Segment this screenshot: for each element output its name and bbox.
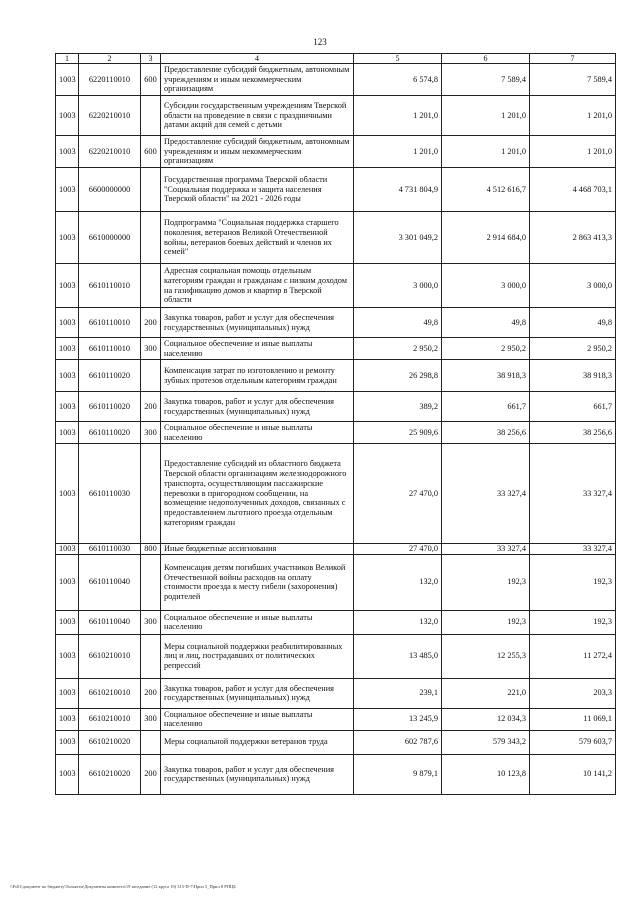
- amount-year-2-cell: 1 201,0: [442, 136, 530, 168]
- amount-year-2-cell: 192,3: [442, 610, 530, 634]
- target-article-cell: 6610110010: [79, 264, 141, 308]
- section-code-cell: 1003: [56, 444, 79, 544]
- amount-year-1-cell: 6 574,8: [354, 64, 442, 96]
- amount-year-3-cell: 10 141,2: [530, 754, 616, 794]
- amount-year-3-cell: 203,3: [530, 678, 616, 708]
- expense-type-cell: 300: [141, 610, 161, 634]
- section-code-cell: 1003: [56, 64, 79, 96]
- amount-year-3-cell: 38 918,3: [530, 360, 616, 392]
- amount-year-1-cell: 2 950,2: [354, 338, 442, 360]
- target-article-cell: 6610110020: [79, 422, 141, 444]
- column-header-4: 4: [161, 54, 354, 64]
- amount-year-3-cell: 1 201,0: [530, 96, 616, 136]
- amount-year-1-cell: 239,1: [354, 678, 442, 708]
- expense-type-cell: 200: [141, 754, 161, 794]
- target-article-cell: 6610110010: [79, 338, 141, 360]
- target-article-cell: 6220210010: [79, 136, 141, 168]
- description-cell: Меры социальной поддержки реабилитированных лиц и лиц, пострадавших от политических репрессий: [161, 634, 354, 678]
- expense-type-cell: [141, 96, 161, 136]
- table-row: [56, 730, 616, 754]
- amount-year-1-cell: 1 201,0: [354, 96, 442, 136]
- amount-year-2-cell: 12 255,3: [442, 634, 530, 678]
- target-article-cell: 6220210010: [79, 96, 141, 136]
- table-row: [56, 444, 616, 544]
- table-header-row: [56, 54, 616, 64]
- amount-year-3-cell: 2 950,2: [530, 338, 616, 360]
- table-row: [56, 264, 616, 308]
- table-row: [56, 634, 616, 678]
- expense-type-cell: [141, 444, 161, 544]
- amount-year-2-cell: 192,3: [442, 554, 530, 610]
- expense-type-cell: 200: [141, 392, 161, 422]
- amount-year-1-cell: 3 301 049,2: [354, 212, 442, 264]
- amount-year-3-cell: 7 589,4: [530, 64, 616, 96]
- section-code-cell: 1003: [56, 392, 79, 422]
- table-row: [56, 544, 616, 555]
- section-code-cell: 1003: [56, 168, 79, 212]
- amount-year-3-cell: 579 603,7: [530, 730, 616, 754]
- target-article-cell: 6610210010: [79, 634, 141, 678]
- description-cell: Социальное обеспечение и иные выплаты населению: [161, 422, 354, 444]
- target-article-cell: 6610110030: [79, 444, 141, 544]
- amount-year-3-cell: 4 468 703,1: [530, 168, 616, 212]
- description-cell: Субсидии государственным учреждениям Тверской области на проведение в связи с праздничными датами акций для семей с детьми: [161, 96, 354, 136]
- column-header-6: 6: [442, 54, 530, 64]
- description-cell: Компенсация затрат по изготовлению и ремонту зубных протезов отдельным категориям граждан: [161, 360, 354, 392]
- description-cell: Предоставление субсидий бюджетным, автономным учреждениям и иным некоммерческим организациям: [161, 64, 354, 96]
- target-article-cell: 6610110040: [79, 554, 141, 610]
- table-row: [56, 64, 616, 96]
- section-code-cell: 1003: [56, 634, 79, 678]
- table-row: [56, 360, 616, 392]
- description-cell: Закупка товаров, работ и услуг для обеспечения государственных (муниципальных) нужд: [161, 678, 354, 708]
- table-row: [56, 96, 616, 136]
- amount-year-2-cell: 3 000,0: [442, 264, 530, 308]
- table-row: [56, 212, 616, 264]
- expense-type-cell: 800: [141, 544, 161, 555]
- amount-year-2-cell: 10 123,8: [442, 754, 530, 794]
- amount-year-2-cell: 2 914 684,0: [442, 212, 530, 264]
- page-number: 123: [313, 37, 327, 47]
- description-cell: Адресная социальная помощь отдельным категориям граждан и гражданам с низким доходом на газификацию домов и квартир в Тверской области: [161, 264, 354, 308]
- amount-year-2-cell: 661,7: [442, 392, 530, 422]
- table-row: [56, 754, 616, 794]
- amount-year-2-cell: 38 918,3: [442, 360, 530, 392]
- amount-year-3-cell: 49,8: [530, 308, 616, 338]
- target-article-cell: 6220110010: [79, 64, 141, 96]
- target-article-cell: 6610110040: [79, 610, 141, 634]
- table-body: [56, 64, 616, 795]
- description-cell: Социальное обеспечение и иные выплаты населению: [161, 708, 354, 730]
- column-header-1: 1: [56, 54, 79, 64]
- table-row: [56, 678, 616, 708]
- amount-year-1-cell: 27 470,0: [354, 444, 442, 544]
- table-row: [56, 708, 616, 730]
- section-code-cell: 1003: [56, 544, 79, 555]
- table-row: [56, 392, 616, 422]
- amount-year-2-cell: 221,0: [442, 678, 530, 708]
- table-row: [56, 136, 616, 168]
- footer-path: \\Fs01\документ по бюджету\Тольятти\Документы комитета\19 заседание (12 круга 19) 315-П-7\Прил 5_Прил 8 РПЦБ: [10, 884, 236, 889]
- table-row: [56, 338, 616, 360]
- amount-year-1-cell: 27 470,0: [354, 544, 442, 555]
- amount-year-2-cell: 1 201,0: [442, 96, 530, 136]
- column-header-7: 7: [530, 54, 616, 64]
- amount-year-2-cell: 2 950,2: [442, 338, 530, 360]
- expense-type-cell: [141, 360, 161, 392]
- expense-type-cell: [141, 168, 161, 212]
- amount-year-2-cell: 33 327,4: [442, 544, 530, 555]
- description-cell: Закупка товаров, работ и услуг для обеспечения государственных (муниципальных) нужд: [161, 308, 354, 338]
- section-code-cell: 1003: [56, 422, 79, 444]
- amount-year-3-cell: 11 069,1: [530, 708, 616, 730]
- section-code-cell: 1003: [56, 610, 79, 634]
- section-code-cell: 1003: [56, 708, 79, 730]
- target-article-cell: 6610110020: [79, 392, 141, 422]
- amount-year-1-cell: 13 485,0: [354, 634, 442, 678]
- section-code-cell: 1003: [56, 338, 79, 360]
- description-cell: Подпрограмма "Социальная поддержка старшего поколения, ветеранов Великой Отечественной войны, ветеранов боевых действий и членов их семей": [161, 212, 354, 264]
- amount-year-3-cell: 38 256,6: [530, 422, 616, 444]
- amount-year-3-cell: 1 201,0: [530, 136, 616, 168]
- amount-year-3-cell: 2 863 413,3: [530, 212, 616, 264]
- description-cell: Закупка товаров, работ и услуг для обеспечения государственных (муниципальных) нужд: [161, 392, 354, 422]
- amount-year-3-cell: 192,3: [530, 554, 616, 610]
- expense-type-cell: 600: [141, 136, 161, 168]
- amount-year-1-cell: 26 298,8: [354, 360, 442, 392]
- budget-table: [55, 53, 616, 795]
- description-cell: Предоставление субсидий из областного бюджета Тверской области организациям железнодорожного транспорта, осуществляющим пассажирские перевозки в пригородном сообщении, на возмещение недополученных доходов, связанных с предоставлением льготного проезда отдельным категориям граждан: [161, 444, 354, 544]
- amount-year-1-cell: 25 909,6: [354, 422, 442, 444]
- target-article-cell: 6610110030: [79, 544, 141, 555]
- amount-year-3-cell: 192,3: [530, 610, 616, 634]
- amount-year-1-cell: 389,2: [354, 392, 442, 422]
- amount-year-2-cell: 12 034,3: [442, 708, 530, 730]
- target-article-cell: 6610110020: [79, 360, 141, 392]
- target-article-cell: 6610210020: [79, 754, 141, 794]
- amount-year-2-cell: 38 256,6: [442, 422, 530, 444]
- amount-year-3-cell: 33 327,4: [530, 544, 616, 555]
- table-row: [56, 168, 616, 212]
- expense-type-cell: 300: [141, 422, 161, 444]
- amount-year-3-cell: 661,7: [530, 392, 616, 422]
- amount-year-1-cell: 3 000,0: [354, 264, 442, 308]
- amount-year-3-cell: 33 327,4: [530, 444, 616, 544]
- target-article-cell: 6610000000: [79, 212, 141, 264]
- description-cell: Государственная программа Тверской области "Социальная поддержка и защита населения Тверской области" на 2021 - 2026 годы: [161, 168, 354, 212]
- description-cell: Компенсация детям погибших участников Великой Отечественной войны расходов на оплату стоимости проезда к месту гибели (захоронения) родителей: [161, 554, 354, 610]
- description-cell: Предоставление субсидий бюджетным, автономным учреждениям и иным некоммерческим организациям: [161, 136, 354, 168]
- expense-type-cell: 200: [141, 678, 161, 708]
- amount-year-2-cell: 33 327,4: [442, 444, 530, 544]
- expense-type-cell: [141, 264, 161, 308]
- amount-year-1-cell: 13 245,9: [354, 708, 442, 730]
- section-code-cell: 1003: [56, 754, 79, 794]
- table-row: [56, 610, 616, 634]
- section-code-cell: 1003: [56, 212, 79, 264]
- target-article-cell: 6610210020: [79, 730, 141, 754]
- table-row: [56, 308, 616, 338]
- target-article-cell: 6610210010: [79, 678, 141, 708]
- amount-year-1-cell: 1 201,0: [354, 136, 442, 168]
- amount-year-1-cell: 4 731 804,9: [354, 168, 442, 212]
- expense-type-cell: 200: [141, 308, 161, 338]
- section-code-cell: 1003: [56, 136, 79, 168]
- description-cell: Закупка товаров, работ и услуг для обеспечения государственных (муниципальных) нужд: [161, 754, 354, 794]
- amount-year-3-cell: 11 272,4: [530, 634, 616, 678]
- column-header-2: 2: [79, 54, 141, 64]
- target-article-cell: 6610210010: [79, 708, 141, 730]
- section-code-cell: 1003: [56, 678, 79, 708]
- column-header-5: 5: [354, 54, 442, 64]
- amount-year-1-cell: 9 879,1: [354, 754, 442, 794]
- amount-year-1-cell: 49,8: [354, 308, 442, 338]
- section-code-cell: 1003: [56, 360, 79, 392]
- target-article-cell: 6610110010: [79, 308, 141, 338]
- amount-year-1-cell: 132,0: [354, 610, 442, 634]
- expense-type-cell: 300: [141, 338, 161, 360]
- amount-year-1-cell: 132,0: [354, 554, 442, 610]
- description-cell: Иные бюджетные ассигнования: [161, 544, 354, 555]
- description-cell: Социальное обеспечение и иные выплаты населению: [161, 610, 354, 634]
- expense-type-cell: [141, 212, 161, 264]
- table-row: [56, 554, 616, 610]
- column-header-3: 3: [141, 54, 161, 64]
- description-cell: Социальное обеспечение и иные выплаты населению: [161, 338, 354, 360]
- section-code-cell: 1003: [56, 308, 79, 338]
- section-code-cell: 1003: [56, 554, 79, 610]
- table-row: [56, 422, 616, 444]
- expense-type-cell: [141, 730, 161, 754]
- expense-type-cell: 600: [141, 64, 161, 96]
- amount-year-2-cell: 4 512 616,7: [442, 168, 530, 212]
- amount-year-2-cell: 579 343,2: [442, 730, 530, 754]
- description-cell: Меры социальной поддержки ветеранов труда: [161, 730, 354, 754]
- target-article-cell: 6600000000: [79, 168, 141, 212]
- expense-type-cell: 300: [141, 708, 161, 730]
- expense-type-cell: [141, 554, 161, 610]
- section-code-cell: 1003: [56, 96, 79, 136]
- expense-type-cell: [141, 634, 161, 678]
- section-code-cell: 1003: [56, 264, 79, 308]
- amount-year-2-cell: 7 589,4: [442, 64, 530, 96]
- amount-year-3-cell: 3 000,0: [530, 264, 616, 308]
- section-code-cell: 1003: [56, 730, 79, 754]
- amount-year-2-cell: 49,8: [442, 308, 530, 338]
- amount-year-1-cell: 602 787,6: [354, 730, 442, 754]
